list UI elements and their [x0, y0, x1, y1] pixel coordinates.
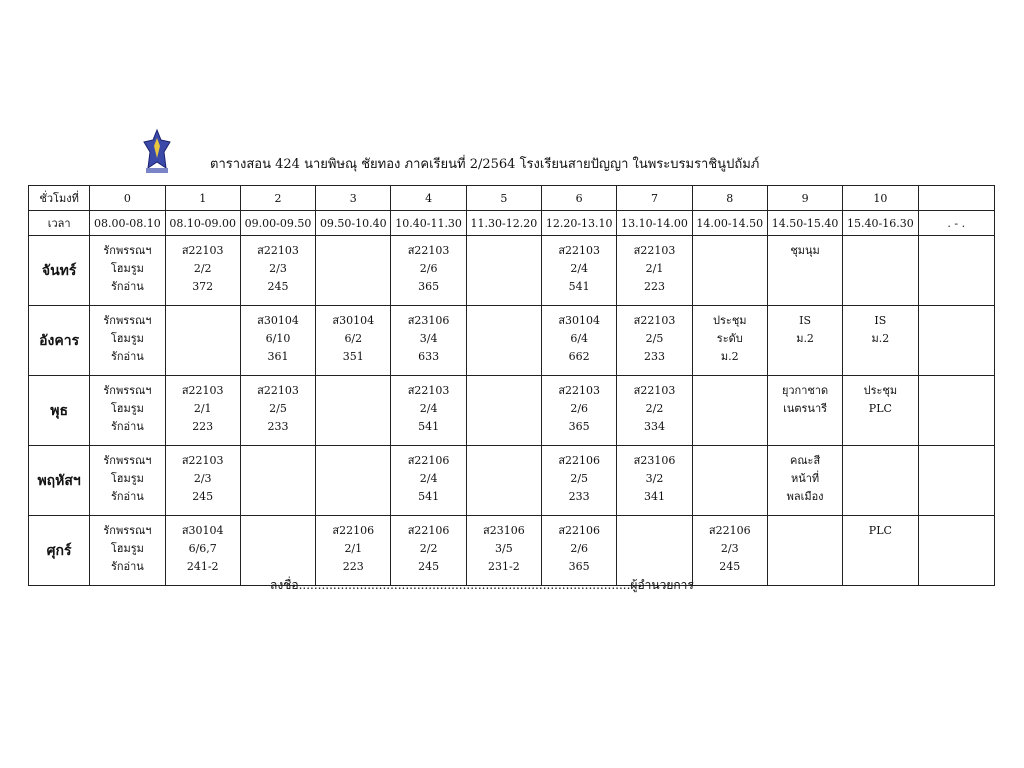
schedule-cell: [316, 236, 391, 306]
schedule-line: 541: [418, 490, 440, 503]
schedule-cell: [843, 376, 918, 446]
schedule-line: 2/3: [193, 472, 212, 485]
day-name: จันทร์: [29, 236, 90, 306]
schedule-line: 662: [568, 350, 590, 363]
schedule-line: 541: [418, 420, 440, 433]
schedule-cell: [316, 306, 391, 376]
schedule-cell: [843, 236, 918, 306]
schedule-line: เนตรนารี: [783, 402, 828, 415]
period-number: 2: [240, 186, 315, 211]
schedule-line: 2/4: [419, 472, 438, 485]
day-row: [29, 306, 995, 376]
schedule-cell: [617, 236, 692, 306]
schedule-cell: [165, 446, 240, 516]
time-slot: 09.50-10.40: [316, 211, 391, 236]
schedule-line: 233: [267, 420, 289, 433]
schedule-line: 2/2: [645, 402, 664, 415]
schedule-line: 245: [192, 490, 214, 503]
period-number: 4: [391, 186, 466, 211]
time-slot: 08.10-09.00: [165, 211, 240, 236]
time-header-row: [29, 211, 995, 236]
signature-line: ลงชื่อ.......................................................................................ผู้อำนวยการ: [270, 578, 694, 592]
schedule-cell: [767, 306, 842, 376]
schedule-line: 633: [418, 350, 440, 363]
schedule-line: 2/1: [344, 542, 363, 555]
schedule-cell: [767, 236, 842, 306]
schedule-cell: [767, 376, 842, 446]
schedule-cell: [767, 516, 842, 586]
time-label: เวลา: [29, 211, 90, 236]
homeroom-line: รักอ่าน: [110, 350, 144, 363]
schedule-cell: [843, 516, 918, 586]
schedule-line: 6/10: [265, 332, 291, 345]
time-slot: 14.50-15.40: [767, 211, 842, 236]
schedule-line: 2/6: [570, 402, 589, 415]
schedule-line: 2/4: [570, 262, 589, 275]
schedule-cell: [240, 446, 315, 516]
homeroom-cell: [90, 376, 165, 446]
day-row: [29, 236, 995, 306]
schedule-line: 241-2: [186, 560, 219, 573]
schedule-line: 334: [643, 420, 665, 433]
schedule-line: 233: [643, 350, 665, 363]
schedule-line: 6/2: [344, 332, 363, 345]
schedule-line: ส22103: [558, 244, 601, 257]
schedule-line: 245: [418, 560, 440, 573]
day-row: [29, 446, 995, 516]
schedule-cell: [466, 446, 541, 516]
period-header-row: [29, 186, 995, 211]
schedule-cell: [466, 236, 541, 306]
schedule-line: ส22103: [633, 384, 676, 397]
homeroom-line: รักพรรณฯ: [103, 314, 152, 327]
homeroom-line: รักอ่าน: [110, 490, 144, 503]
page-title: ตารางสอน 424 นายพิษณุ ชัยทอง ภาคเรียนที่ 2/2564 โรงเรียนสายปัญญา ในพระบรมราชินูปถัมภ์: [210, 157, 760, 172]
schedule-line: ม.2: [720, 350, 739, 363]
schedule-line: ชุมนุม: [790, 244, 820, 257]
timetable: [28, 185, 995, 586]
schedule-cell: [316, 516, 391, 586]
schedule-cell: [391, 446, 466, 516]
schedule-line: ส23106: [633, 454, 676, 467]
schedule-cell: [165, 516, 240, 586]
schedule-line: ยุวกาชาด: [781, 384, 829, 397]
schedule-cell: [918, 446, 994, 516]
time-slot: 13.10-14.00: [617, 211, 692, 236]
schedule-line: 223: [643, 280, 665, 293]
schedule-cell: [466, 516, 541, 586]
schedule-line: หน้าที่: [790, 472, 820, 485]
homeroom-cell: [90, 236, 165, 306]
schedule-line: ส22103: [181, 244, 224, 257]
schedule-cell: [767, 446, 842, 516]
time-slot: 14.00-14.50: [692, 211, 767, 236]
schedule-cell: [617, 516, 692, 586]
schedule-cell: [692, 236, 767, 306]
schedule-cell: [918, 306, 994, 376]
schedule-line: 2/2: [193, 262, 212, 275]
period-number: 3: [316, 186, 391, 211]
schedule-cell: [542, 306, 617, 376]
schedule-line: 2/6: [419, 262, 438, 275]
period-number: 1: [165, 186, 240, 211]
homeroom-line: โฮมรูม: [110, 262, 144, 275]
schedule-cell: [542, 446, 617, 516]
schedule-line: PLC: [868, 524, 892, 537]
day-name: อังคาร: [29, 306, 90, 376]
schedule-cell: [843, 446, 918, 516]
schedule-cell: [843, 306, 918, 376]
schedule-line: คณะสี: [789, 454, 821, 467]
schedule-line: ส30104: [257, 314, 299, 327]
schedule-line: 2/3: [269, 262, 287, 275]
day-name: ศุกร์: [29, 516, 90, 586]
schedule-line: 6/4: [570, 332, 589, 345]
homeroom-line: โฮมรูม: [110, 332, 144, 345]
time-slot: 15.40-16.30: [843, 211, 918, 236]
schedule-line: 2/6: [570, 542, 589, 555]
schedule-line: ส22103: [633, 244, 676, 257]
schedule-line: 2/3: [720, 542, 739, 555]
homeroom-cell: [90, 516, 165, 586]
time-slot: 11.30-12.20: [466, 211, 541, 236]
schedule-line: 2/4: [419, 402, 438, 415]
schedule-cell: [165, 236, 240, 306]
schedule-cell: [240, 306, 315, 376]
schedule-cell: [692, 446, 767, 516]
schedule-line: 2/5: [645, 332, 664, 345]
schedule-line: 6/6,7: [188, 542, 217, 555]
schedule-cell: [391, 376, 466, 446]
homeroom-line: โฮมรูม: [110, 402, 144, 415]
schedule-line: 351: [342, 350, 364, 363]
day-name: พฤหัสฯ: [29, 446, 90, 516]
schedule-line: 365: [568, 560, 590, 573]
schedule-line: ระดับ: [716, 332, 743, 345]
schedule-line: 223: [192, 420, 214, 433]
schedule-cell: [617, 446, 692, 516]
schedule-cell: [240, 516, 315, 586]
hour-label: ชั่วโมงที่: [29, 186, 90, 211]
schedule-cell: [466, 376, 541, 446]
time-slot: 10.40-11.30: [391, 211, 466, 236]
period-number: 7: [617, 186, 692, 211]
day-row: [29, 376, 995, 446]
schedule-cell: [240, 376, 315, 446]
homeroom-cell: [90, 446, 165, 516]
day-name: พุธ: [29, 376, 90, 446]
period-number: 8: [692, 186, 767, 211]
schedule-cell: [316, 376, 391, 446]
schedule-line: 2/5: [269, 402, 287, 415]
time-slot: . - .: [918, 211, 994, 236]
schedule-line: ส22106: [407, 454, 450, 467]
period-number: 10: [843, 186, 918, 211]
schedule-line: ส30104: [558, 314, 601, 327]
schedule-cell: [542, 236, 617, 306]
schedule-cell: [165, 376, 240, 446]
schedule-line: ส22106: [708, 524, 751, 537]
homeroom-line: โฮมรูม: [110, 472, 144, 485]
schedule-line: 372: [192, 280, 214, 293]
schedule-line: 3/5: [495, 542, 513, 555]
homeroom-line: รักพรรณฯ: [103, 454, 152, 467]
homeroom-line: รักอ่าน: [110, 560, 144, 573]
schedule-cell: [316, 446, 391, 516]
time-slot: 09.00-09.50: [240, 211, 315, 236]
schedule-line: ส22106: [407, 524, 450, 537]
time-slot: 12.20-13.10: [542, 211, 617, 236]
homeroom-line: รักอ่าน: [110, 420, 144, 433]
schedule-line: 2/5: [570, 472, 589, 485]
schedule-line: ส22103: [407, 244, 450, 257]
homeroom-line: รักพรรณฯ: [103, 524, 152, 537]
schedule-line: พลเมือง: [786, 490, 824, 503]
schedule-line: 2/1: [645, 262, 664, 275]
schedule-line: ส22106: [558, 524, 601, 537]
schedule-cell: [466, 306, 541, 376]
schedule-line: ส22106: [332, 524, 375, 537]
schedule-line: ส30104: [332, 314, 375, 327]
schedule-line: 341: [643, 490, 665, 503]
schedule-cell: [918, 376, 994, 446]
schedule-cell: [240, 236, 315, 306]
schedule-line: 2/1: [193, 402, 212, 415]
time-slot: 08.00-08.10: [90, 211, 165, 236]
schedule-cell: [918, 236, 994, 306]
day-row: [29, 516, 995, 586]
schedule-line: 245: [719, 560, 741, 573]
homeroom-line: รักพรรณฯ: [103, 244, 152, 257]
schedule-cell: [542, 516, 617, 586]
schedule-line: ส23106: [407, 314, 450, 327]
schedule-line: 3/2: [645, 472, 664, 485]
homeroom-line: รักพรรณฯ: [103, 384, 152, 397]
schedule-cell: [617, 306, 692, 376]
schedule-cell: [165, 306, 240, 376]
schedule-line: ม.2: [796, 332, 814, 345]
schedule-line: ประชุม: [713, 314, 747, 327]
schedule-line: IS: [874, 314, 887, 327]
schedule-line: ส22103: [558, 384, 601, 397]
schedule-cell: [918, 516, 994, 586]
period-number: 0: [90, 186, 165, 211]
schedule-cell: [542, 376, 617, 446]
schedule-line: ส30104: [181, 524, 224, 537]
schedule-line: 3/4: [419, 332, 438, 345]
schedule-line: IS: [799, 314, 812, 327]
schedule-line: ม.2: [871, 332, 890, 345]
homeroom-line: รักอ่าน: [110, 280, 144, 293]
period-number: 9: [767, 186, 842, 211]
period-number: 6: [542, 186, 617, 211]
schedule-line: ประชุม: [863, 384, 898, 397]
schedule-line: 361: [267, 350, 289, 363]
schedule-line: 245: [267, 280, 289, 293]
homeroom-cell: [90, 306, 165, 376]
schedule-line: PLC: [868, 402, 892, 415]
schedule-line: 541: [568, 280, 590, 293]
schedule-line: ส22103: [633, 314, 676, 327]
schedule-line: 231-2: [488, 560, 520, 573]
schedule-line: ส22103: [407, 384, 450, 397]
schedule-line: ส22106: [558, 454, 601, 467]
schedule-line: ส23106: [483, 524, 525, 537]
schedule-line: ส22103: [181, 384, 224, 397]
schedule-cell: [391, 516, 466, 586]
schedule-cell: [692, 376, 767, 446]
schedule-cell: [692, 516, 767, 586]
schedule-line: ส22103: [257, 384, 299, 397]
schedule-line: ส22103: [181, 454, 224, 467]
schedule-line: 2/2: [419, 542, 438, 555]
schedule-line: 223: [342, 560, 364, 573]
schedule-line: 233: [568, 490, 590, 503]
school-emblem-icon: [140, 128, 174, 176]
schedule-line: 365: [418, 280, 440, 293]
schedule-line: 365: [568, 420, 590, 433]
schedule-cell: [391, 306, 466, 376]
schedule-cell: [692, 306, 767, 376]
period-number: 5: [466, 186, 541, 211]
schedule-cell: [391, 236, 466, 306]
period-number: [918, 186, 994, 211]
schedule-line: ส22103: [257, 244, 299, 257]
homeroom-line: โฮมรูม: [110, 542, 144, 555]
schedule-cell: [617, 376, 692, 446]
